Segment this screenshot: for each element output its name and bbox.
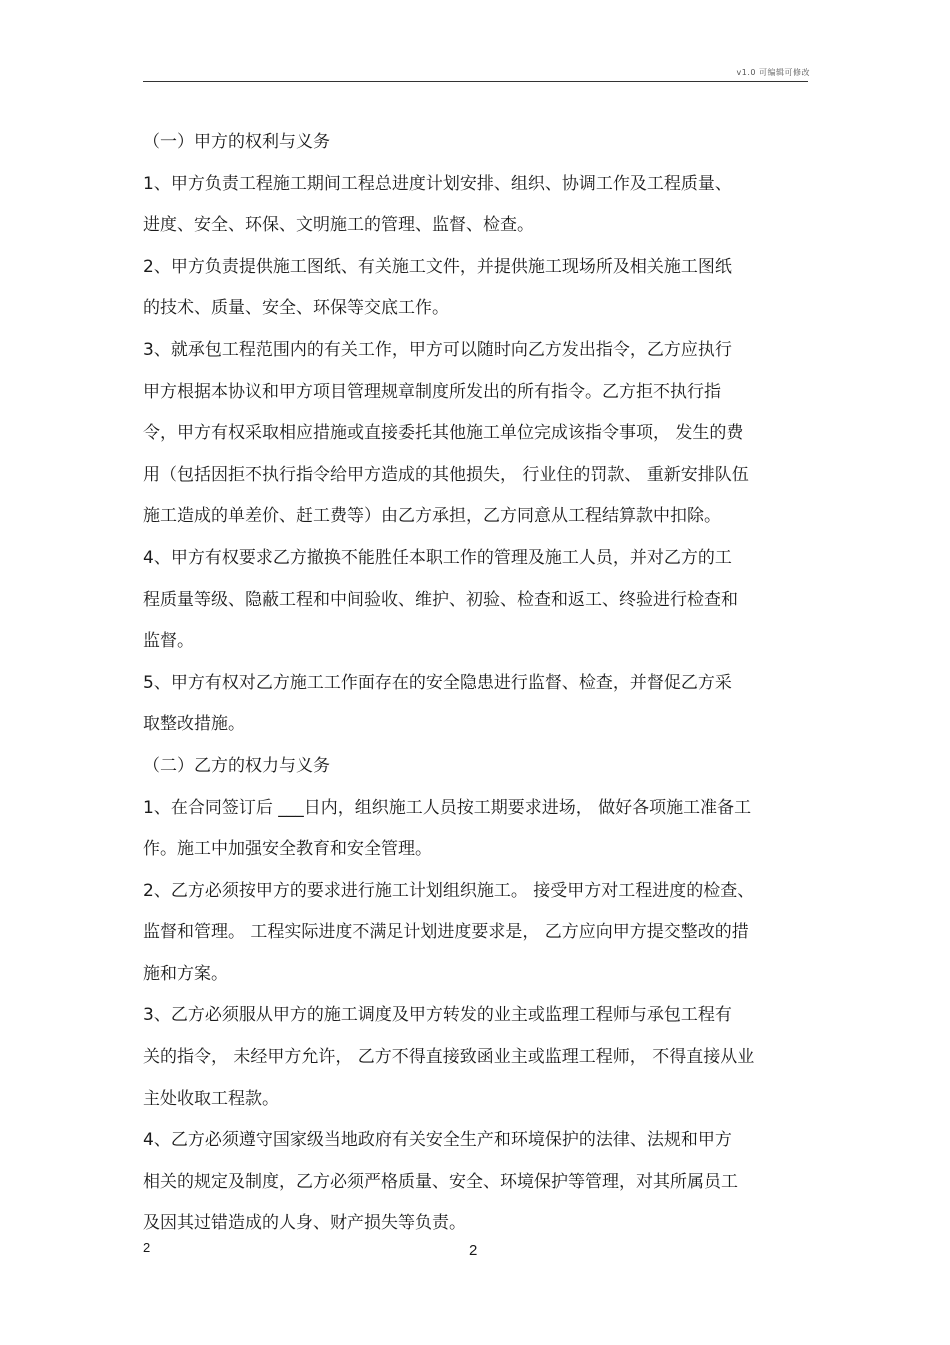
header-rule xyxy=(143,81,808,82)
document-body xyxy=(143,122,813,1245)
text-line: 主处收取工程款。 xyxy=(143,1088,279,1109)
section-heading: （二）乙方的权力与义务 xyxy=(143,755,330,776)
text-line: 用（包括因拒不执行指令给甲方造成的其他损失， 行业住的罚款、 重新安排队伍 xyxy=(143,464,749,485)
footer-page-number-left: 2 xyxy=(143,1240,151,1255)
footer-page-number-center: 2 xyxy=(469,1242,478,1259)
text-line: 取整改措施。 xyxy=(143,714,245,735)
text-line: 关的指令， 未经甲方允许， 乙方不得直接致函业主或监理工程师， 不得直接从业 xyxy=(143,1047,755,1068)
text-line: 进度、安全、环保、文明施工的管理、监督、检查。 xyxy=(143,215,534,236)
text-line: 2、乙方必须按甲方的要求进行施工计划组织施工。 接受甲方对工程进度的检查、 xyxy=(143,880,755,901)
text-line: 监督和管理。 工程实际进度不满足计划进度要求是， 乙方应向甲方提交整改的措 xyxy=(143,922,749,943)
text-line: 2、甲方负责提供施工图纸、有关施工文件，并提供施工现场所及相关施工图纸 xyxy=(143,256,732,277)
text-line: 1、在合同签订后 ___日内，组织施工人员按工期要求进场， 做好各项施工准备工 xyxy=(143,797,752,818)
text-line: 4、甲方有权要求乙方撤换不能胜任本职工作的管理及施工人员，并对乙方的工 xyxy=(143,547,732,568)
text-line: 1、甲方负责工程施工期间工程总进度计划安排、组织、协调工作及工程质量、 xyxy=(143,173,732,194)
text-line: 5、甲方有权对乙方施工工作面存在的安全隐患进行监督、检查，并督促乙方采 xyxy=(143,672,732,693)
text-line: 施和方案。 xyxy=(143,963,228,984)
text-line: 令，甲方有权采取相应措施或直接委托其他施工单位完成该指令事项， 发生的费 xyxy=(143,423,744,444)
section-heading: （一）甲方的权利与义务 xyxy=(143,132,330,152)
text-line: 及因其过错造成的人身、财产损失等负责。 xyxy=(143,1213,466,1234)
text-line: 监督。 xyxy=(143,631,194,652)
text-line: 4、乙方必须遵守国家级当地政府有关安全生产和环境保护的法律、法规和甲方 xyxy=(143,1130,732,1151)
text-line: 程质量等级、隐蔽工程和中间验收、维护、初验、检查和返工、终验进行检查和 xyxy=(143,589,738,610)
text-line: 的技术、质量、安全、环保等交底工作。 xyxy=(143,298,449,319)
header-version-text: v1.0 可编辑可修改 xyxy=(736,68,810,77)
text-line: 作。施工中加强安全教育和安全管理。 xyxy=(143,839,432,860)
text-line: 3、就承包工程范围内的有关工作，甲方可以随时向乙方发出指令，乙方应执行 xyxy=(143,339,732,360)
text-line: 3、乙方必须服从甲方的施工调度及甲方转发的业主或监理工程师与承包工程有 xyxy=(143,1005,732,1026)
text-line: 相关的规定及制度，乙方必须严格质量、安全、环境保护等管理，对其所属员工 xyxy=(143,1171,738,1192)
text-line: 甲方根据本协议和甲方项目管理规章制度所发出的所有指令。乙方拒不执行指 xyxy=(143,381,721,402)
text-line: 施工造成的单差价、赶工费等）由乙方承担，乙方同意从工程结算款中扣除。 xyxy=(143,506,721,527)
